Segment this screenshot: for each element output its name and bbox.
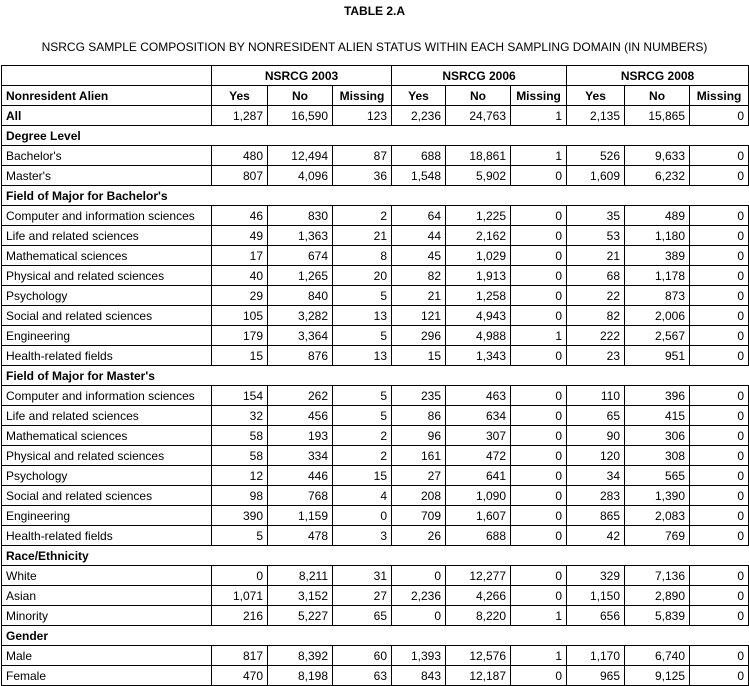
data-cell: 1,071 (212, 586, 268, 606)
data-cell: 951 (625, 346, 690, 366)
data-cell: 17 (212, 246, 268, 266)
data-cell: 1,913 (446, 266, 511, 286)
data-cell: 2 (333, 446, 392, 466)
data-cell: 674 (268, 246, 333, 266)
data-cell: 0 (690, 346, 749, 366)
data-cell: 4 (333, 486, 392, 506)
data-cell: 98 (212, 486, 268, 506)
data-cell: 2 (333, 206, 392, 226)
data-cell: 463 (446, 386, 511, 406)
data-cell: 0 (690, 486, 749, 506)
group-header: NSRCG 2008 (567, 66, 749, 86)
data-cell: 4,096 (268, 166, 333, 186)
data-cell: 0 (690, 326, 749, 346)
data-cell: 1 (511, 646, 567, 666)
data-cell: 1,390 (625, 486, 690, 506)
table-row (2, 406, 749, 426)
data-cell: 0 (690, 426, 749, 446)
data-cell: 0 (212, 566, 268, 586)
data-cell: 15 (333, 466, 392, 486)
row-label: Minority (2, 606, 212, 626)
data-cell: 49 (212, 226, 268, 246)
data-cell: 24,763 (446, 106, 511, 126)
data-cell: 1,287 (212, 106, 268, 126)
table-row (2, 386, 749, 406)
data-cell: 40 (212, 266, 268, 286)
data-cell: 843 (392, 666, 446, 686)
data-cell: 110 (567, 386, 625, 406)
data-cell: 0 (690, 666, 749, 686)
column-header: Missing (690, 86, 749, 106)
data-cell: 20 (333, 266, 392, 286)
data-cell: 0 (690, 146, 749, 166)
section-heading-row (2, 186, 749, 206)
data-cell: 296 (392, 326, 446, 346)
data-cell: 27 (333, 586, 392, 606)
data-cell: 0 (511, 346, 567, 366)
data-cell: 82 (392, 266, 446, 286)
column-header: Yes (392, 86, 446, 106)
row-label: Life and related sciences (2, 226, 212, 246)
data-cell: 96 (392, 426, 446, 446)
data-table (1, 65, 749, 686)
data-cell: 830 (268, 206, 333, 226)
data-cell: 0 (690, 166, 749, 186)
data-cell: 123 (333, 106, 392, 126)
data-cell: 456 (268, 406, 333, 426)
data-cell: 478 (268, 526, 333, 546)
data-cell: 1,150 (567, 586, 625, 606)
data-cell: 1 (511, 606, 567, 626)
table-subtitle: NSRCG SAMPLE COMPOSITION BY NONRESIDENT ALIEN STATUS WITHIN EACH SAMPLING DOMAIN (IN NUMBERS) (41, 40, 708, 54)
data-cell: 5 (333, 406, 392, 426)
data-cell: 235 (392, 386, 446, 406)
data-cell: 1,393 (392, 646, 446, 666)
data-cell: 1 (511, 146, 567, 166)
table-row (2, 506, 749, 526)
data-cell: 1,225 (446, 206, 511, 226)
table-row (2, 166, 749, 186)
data-cell: 472 (446, 446, 511, 466)
data-cell: 5 (212, 526, 268, 546)
data-cell: 121 (392, 306, 446, 326)
table-row (2, 206, 749, 226)
data-cell: 63 (333, 666, 392, 686)
data-cell: 29 (212, 286, 268, 306)
data-cell: 21 (333, 226, 392, 246)
data-cell: 2,890 (625, 586, 690, 606)
table-row (2, 486, 749, 506)
data-cell: 13 (333, 306, 392, 326)
data-cell: 0 (511, 566, 567, 586)
data-cell: 154 (212, 386, 268, 406)
data-cell: 390 (212, 506, 268, 526)
data-cell: 5 (333, 326, 392, 346)
data-cell: 0 (690, 446, 749, 466)
data-cell: 6,740 (625, 646, 690, 666)
row-label: Social and related sciences (2, 306, 212, 326)
data-cell: 60 (333, 646, 392, 666)
data-cell: 415 (625, 406, 690, 426)
data-cell: 817 (212, 646, 268, 666)
data-cell: 334 (268, 446, 333, 466)
column-header: Missing (511, 86, 567, 106)
section-heading-row (2, 626, 749, 646)
data-cell: 1,029 (446, 246, 511, 266)
data-cell: 2,567 (625, 326, 690, 346)
data-cell: 0 (511, 406, 567, 426)
data-cell: 656 (567, 606, 625, 626)
data-cell: 0 (511, 666, 567, 686)
data-cell: 5 (333, 386, 392, 406)
row-label: Bachelor's (2, 146, 212, 166)
section-heading: Race/Ethnicity (2, 546, 749, 566)
table-row (2, 666, 749, 686)
column-header: No (625, 86, 690, 106)
data-cell: 222 (567, 326, 625, 346)
data-cell: 35 (567, 206, 625, 226)
row-label: Mathematical sciences (2, 246, 212, 266)
data-cell: 2,162 (446, 226, 511, 246)
data-cell: 0 (511, 166, 567, 186)
data-cell: 208 (392, 486, 446, 506)
data-cell: 15 (392, 346, 446, 366)
data-cell: 688 (392, 146, 446, 166)
table-row (2, 566, 749, 586)
table-row (2, 466, 749, 486)
data-cell: 2,236 (392, 106, 446, 126)
data-cell: 8 (333, 246, 392, 266)
data-cell: 634 (446, 406, 511, 426)
data-cell: 0 (690, 386, 749, 406)
data-cell: 8,198 (268, 666, 333, 686)
data-cell: 876 (268, 346, 333, 366)
row-label: Mathematical sciences (2, 426, 212, 446)
data-cell: 0 (392, 606, 446, 626)
column-header: Yes (567, 86, 625, 106)
group-header: NSRCG 2003 (212, 66, 392, 86)
data-cell: 0 (511, 586, 567, 606)
data-cell: 446 (268, 466, 333, 486)
data-cell: 4,943 (446, 306, 511, 326)
data-cell: 769 (625, 526, 690, 546)
data-cell: 1,090 (446, 486, 511, 506)
data-cell: 0 (511, 466, 567, 486)
data-cell: 8,392 (268, 646, 333, 666)
section-heading-row (2, 126, 749, 146)
data-cell: 36 (333, 166, 392, 186)
corner-cell (2, 66, 212, 86)
data-cell: 23 (567, 346, 625, 366)
data-cell: 26 (392, 526, 446, 546)
data-cell: 0 (690, 266, 749, 286)
row-label: Engineering (2, 326, 212, 346)
section-heading-row (2, 366, 749, 386)
data-cell: 470 (212, 666, 268, 686)
row-label: Master's (2, 166, 212, 186)
data-cell: 1,363 (268, 226, 333, 246)
data-cell: 3 (333, 526, 392, 546)
data-cell: 34 (567, 466, 625, 486)
column-header: No (268, 86, 333, 106)
data-cell: 8,211 (268, 566, 333, 586)
data-cell: 0 (690, 226, 749, 246)
data-cell: 0 (690, 646, 749, 666)
data-cell: 46 (212, 206, 268, 226)
table-row (2, 286, 749, 306)
data-cell: 873 (625, 286, 690, 306)
data-cell: 13 (333, 346, 392, 366)
data-cell: 15 (212, 346, 268, 366)
data-cell: 5 (333, 286, 392, 306)
data-cell: 3,152 (268, 586, 333, 606)
data-cell: 12,576 (446, 646, 511, 666)
data-cell: 12,277 (446, 566, 511, 586)
data-cell: 45 (392, 246, 446, 266)
row-label: Engineering (2, 506, 212, 526)
data-cell: 6,232 (625, 166, 690, 186)
data-cell: 0 (690, 506, 749, 526)
section-heading-row (2, 546, 749, 566)
row-label: Physical and related sciences (2, 266, 212, 286)
data-cell: 0 (690, 466, 749, 486)
data-cell: 688 (446, 526, 511, 546)
data-cell: 12,494 (268, 146, 333, 166)
data-cell: 0 (690, 286, 749, 306)
data-cell: 480 (212, 146, 268, 166)
data-cell: 44 (392, 226, 446, 246)
data-cell: 12,187 (446, 666, 511, 686)
data-cell: 308 (625, 446, 690, 466)
data-cell: 16,590 (268, 106, 333, 126)
data-cell: 0 (511, 206, 567, 226)
data-cell: 0 (690, 566, 749, 586)
table-row (2, 266, 749, 286)
data-cell: 90 (567, 426, 625, 446)
data-cell: 5,227 (268, 606, 333, 626)
data-cell: 389 (625, 246, 690, 266)
data-cell: 65 (333, 606, 392, 626)
column-header-row (2, 86, 749, 106)
row-label: Health-related fields (2, 346, 212, 366)
data-cell: 1,265 (268, 266, 333, 286)
data-cell: 31 (333, 566, 392, 586)
data-cell: 641 (446, 466, 511, 486)
data-cell: 0 (511, 266, 567, 286)
row-label: Female (2, 666, 212, 686)
data-cell: 0 (511, 306, 567, 326)
data-cell: 1 (511, 106, 567, 126)
data-cell: 53 (567, 226, 625, 246)
data-cell: 32 (212, 406, 268, 426)
data-cell: 0 (511, 426, 567, 446)
data-cell: 15,865 (625, 106, 690, 126)
data-cell: 105 (212, 306, 268, 326)
section-heading: Field of Major for Master's (2, 366, 749, 386)
data-cell: 9,633 (625, 146, 690, 166)
data-cell: 8,220 (446, 606, 511, 626)
table-row (2, 346, 749, 366)
data-cell: 0 (511, 506, 567, 526)
table-row (2, 246, 749, 266)
data-cell: 179 (212, 326, 268, 346)
data-cell: 68 (567, 266, 625, 286)
data-cell: 5,902 (446, 166, 511, 186)
group-header-row (2, 66, 749, 86)
data-cell: 2,135 (567, 106, 625, 126)
row-label: Computer and information sciences (2, 386, 212, 406)
section-heading: Degree Level (2, 126, 749, 146)
table-row (2, 426, 749, 446)
data-cell: 565 (625, 466, 690, 486)
table-row-all (2, 106, 749, 126)
table-row (2, 606, 749, 626)
data-cell: 86 (392, 406, 446, 426)
row-label: Social and related sciences (2, 486, 212, 506)
row-label: Computer and information sciences (2, 206, 212, 226)
data-cell: 5,839 (625, 606, 690, 626)
table-row (2, 146, 749, 166)
data-cell: 65 (567, 406, 625, 426)
data-cell: 262 (268, 386, 333, 406)
data-cell: 0 (333, 506, 392, 526)
data-cell: 0 (690, 606, 749, 626)
data-cell: 0 (392, 566, 446, 586)
data-cell: 0 (690, 586, 749, 606)
data-cell: 58 (212, 446, 268, 466)
data-cell: 87 (333, 146, 392, 166)
table-row (2, 306, 749, 326)
data-cell: 396 (625, 386, 690, 406)
row-label: Psychology (2, 466, 212, 486)
data-cell: 1,178 (625, 266, 690, 286)
data-cell: 1,607 (446, 506, 511, 526)
data-cell: 1,159 (268, 506, 333, 526)
data-cell: 2 (333, 426, 392, 446)
table-row (2, 226, 749, 246)
data-cell: 1,170 (567, 646, 625, 666)
table-title: TABLE 2.A (343, 4, 406, 18)
row-label: Male (2, 646, 212, 666)
row-label: Physical and related sciences (2, 446, 212, 466)
data-cell: 0 (690, 206, 749, 226)
data-cell: 0 (690, 106, 749, 126)
data-cell: 307 (446, 426, 511, 446)
data-cell: 7,136 (625, 566, 690, 586)
data-cell: 58 (212, 426, 268, 446)
data-cell: 12 (212, 466, 268, 486)
data-cell: 329 (567, 566, 625, 586)
data-cell: 0 (511, 386, 567, 406)
row-header-label: Nonresident Alien (2, 86, 212, 106)
data-cell: 4,266 (446, 586, 511, 606)
data-cell: 64 (392, 206, 446, 226)
column-header: No (446, 86, 511, 106)
table-body (2, 66, 749, 686)
data-cell: 1,180 (625, 226, 690, 246)
data-cell: 768 (268, 486, 333, 506)
data-cell: 807 (212, 166, 268, 186)
data-cell: 3,364 (268, 326, 333, 346)
data-cell: 42 (567, 526, 625, 546)
data-cell: 2,006 (625, 306, 690, 326)
data-cell: 1,609 (567, 166, 625, 186)
data-cell: 489 (625, 206, 690, 226)
section-heading: Field of Major for Bachelor's (2, 186, 749, 206)
data-cell: 4,988 (446, 326, 511, 346)
row-label: Health-related fields (2, 526, 212, 546)
data-cell: 0 (511, 446, 567, 466)
data-cell: 82 (567, 306, 625, 326)
section-heading: Gender (2, 626, 749, 646)
data-cell: 120 (567, 446, 625, 466)
data-cell: 0 (511, 486, 567, 506)
data-cell: 22 (567, 286, 625, 306)
data-cell: 1,258 (446, 286, 511, 306)
data-cell: 0 (511, 226, 567, 246)
table-row (2, 526, 749, 546)
data-cell: 965 (567, 666, 625, 686)
data-cell: 865 (567, 506, 625, 526)
data-cell: 0 (511, 246, 567, 266)
column-header: Missing (333, 86, 392, 106)
row-label: Psychology (2, 286, 212, 306)
table-row (2, 446, 749, 466)
data-cell: 526 (567, 146, 625, 166)
data-cell: 1,548 (392, 166, 446, 186)
data-cell: 21 (567, 246, 625, 266)
data-cell: 0 (511, 526, 567, 546)
data-cell: 9,125 (625, 666, 690, 686)
row-label: Asian (2, 586, 212, 606)
table-row (2, 586, 749, 606)
data-cell: 840 (268, 286, 333, 306)
table-row (2, 646, 749, 666)
data-cell: 0 (690, 526, 749, 546)
data-cell: 0 (690, 246, 749, 266)
table-row (2, 326, 749, 346)
row-label: White (2, 566, 212, 586)
data-cell: 161 (392, 446, 446, 466)
data-cell: 2,236 (392, 586, 446, 606)
group-header: NSRCG 2006 (392, 66, 567, 86)
data-cell: 306 (625, 426, 690, 446)
data-cell: 27 (392, 466, 446, 486)
data-cell: 3,282 (268, 306, 333, 326)
data-cell: 1,343 (446, 346, 511, 366)
data-cell: 1 (511, 326, 567, 346)
data-cell: 0 (511, 286, 567, 306)
data-cell: 2,083 (625, 506, 690, 526)
data-cell: 283 (567, 486, 625, 506)
row-label: Life and related sciences (2, 406, 212, 426)
column-header: Yes (212, 86, 268, 106)
data-cell: 216 (212, 606, 268, 626)
data-cell: 193 (268, 426, 333, 446)
data-cell: 18,861 (446, 146, 511, 166)
data-cell: 0 (690, 306, 749, 326)
row-label: All (2, 106, 212, 126)
data-cell: 709 (392, 506, 446, 526)
data-cell: 21 (392, 286, 446, 306)
data-cell: 0 (690, 406, 749, 426)
